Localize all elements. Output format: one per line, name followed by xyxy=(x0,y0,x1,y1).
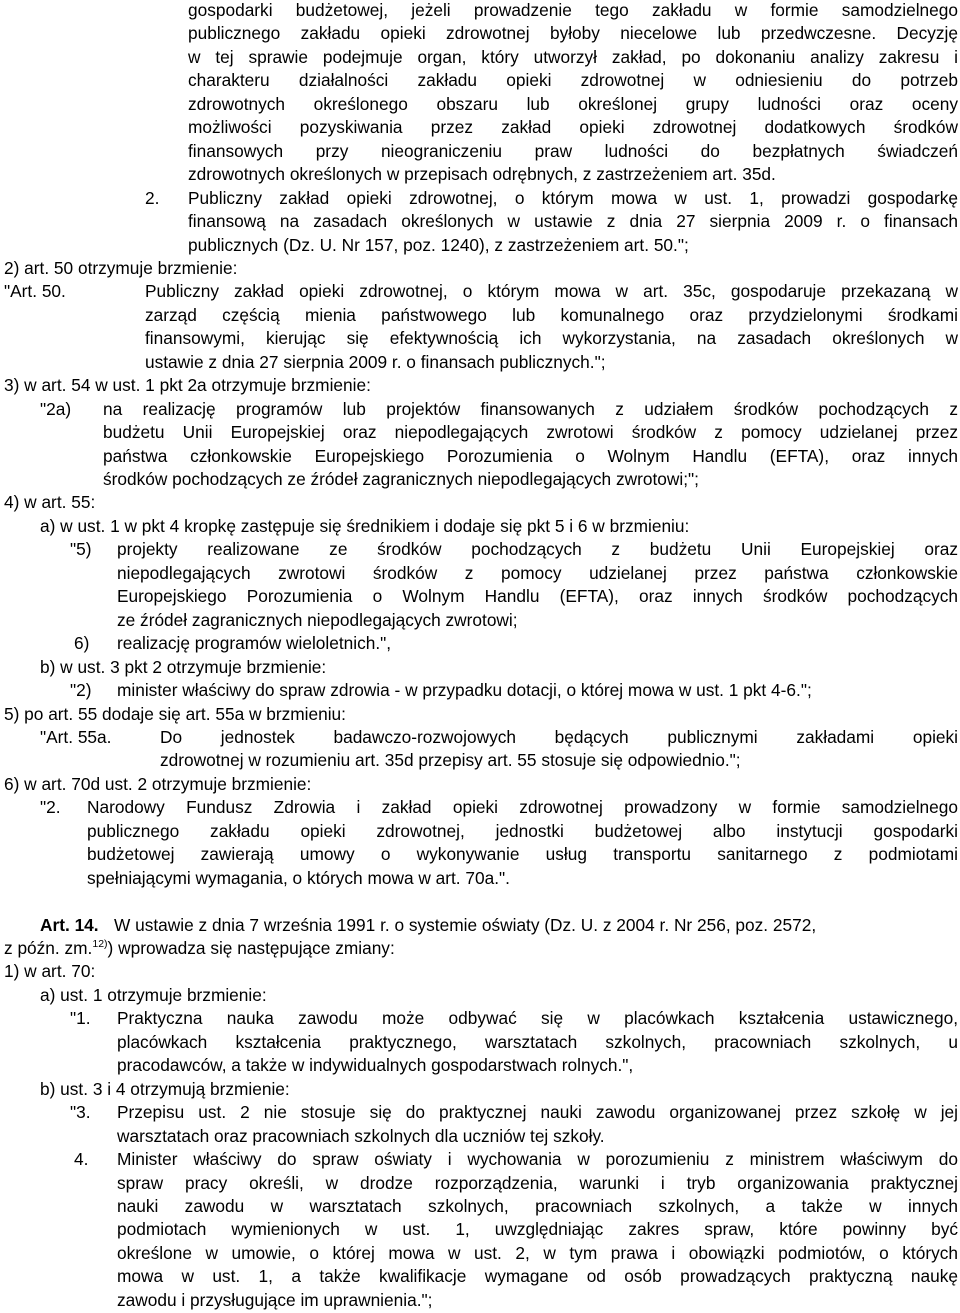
line-text: możliwości pozyskiwania przez zakład opieki zdrowotnej dodatkowych środków xyxy=(188,117,958,137)
line-text: a) ust. 1 otrzymuje brzmienie: xyxy=(40,985,267,1005)
line-text: 2) art. 50 otrzymuje brzmienie: xyxy=(4,258,238,278)
text-line xyxy=(188,70,958,92)
line-text: na realizację programów lub projektów finansowanych z udziałem środków pochodzących z xyxy=(103,399,958,419)
text-line xyxy=(117,1173,958,1195)
line-text: ustawie z dnia 27 sierpnia 2009 r. o finansach publicznych."; xyxy=(145,352,606,372)
text-line xyxy=(40,657,326,679)
line-text: W ustawie z dnia 7 września 1991 r. o systemie oświaty (Dz. U. z 2004 r. Nr 256, poz. 2572, xyxy=(114,915,817,935)
line-text: realizację programów wieloletnich.", xyxy=(117,633,392,653)
item-label: Art. 14. xyxy=(40,915,99,935)
text-line xyxy=(4,774,311,796)
text-line xyxy=(117,563,958,585)
text-line xyxy=(117,1243,958,1265)
line-text: niepodlegających zwrotowi środków z pomocy udzielanej przez państwa członkowskie xyxy=(117,563,958,583)
line-text: zdrowotnej w rozumieniu art. 35d przepisy art. 55 stosuje się odpowiednio."; xyxy=(160,750,741,770)
footnote-ref[interactable]: 12) xyxy=(92,938,108,950)
text-line xyxy=(4,961,95,983)
line-text: Do jednostek badawczo-rozwojowych będących publicznymi zakładami opieki xyxy=(160,727,958,747)
line-text: państwa członkowskie Europejskiego Porozumienia o Wolnym Handlu (EFTA), oraz innych xyxy=(103,446,958,466)
line-text: b) w ust. 3 pkt 2 otrzymuje brzmienie: xyxy=(40,657,327,677)
text-line xyxy=(87,821,958,843)
text-line xyxy=(117,1102,958,1124)
line-text: mowa w ust. 1, a także kwalifikacje wymagane od osób prowadzących praktyczną naukę xyxy=(117,1266,958,1286)
line-text: zarząd częścią mienia państwowego lub komunalnego oraz przydzielonymi środkami xyxy=(145,305,958,325)
item-label: "3. xyxy=(70,1102,91,1122)
line-text: nauki zawodu w warsztatach szkolnych, pracowniach szkolnych, a także w innych xyxy=(117,1196,958,1216)
line-text: zawodu i przysługujące im uprawnienia."; xyxy=(117,1290,433,1310)
text-line xyxy=(117,1219,958,1241)
text-line xyxy=(117,1149,958,1171)
text-line xyxy=(4,938,395,960)
line-text: warsztatach oraz pracowniach szkolnych dla uczniów tej szkoły. xyxy=(117,1126,605,1146)
line-text: Publiczny zakład opieki zdrowotnej, o którym mowa w ust. 1, prowadzi gospodarkę xyxy=(188,188,958,208)
text-line xyxy=(188,141,958,163)
text-line xyxy=(40,985,267,1007)
line-text: publicznych (Dz. U. Nr 157, poz. 1240), z zastrzeżeniem art. 50."; xyxy=(188,235,689,255)
line-text: 3) w art. 54 w ust. 1 pkt 2a otrzymuje brzmienie: xyxy=(4,375,371,395)
text-line xyxy=(103,422,958,444)
line-text: finansową na zasadach określonych w ustawie z dnia 27 sierpnia 2009 r. o finansach xyxy=(188,211,958,231)
text-line xyxy=(40,516,689,538)
text-line xyxy=(114,915,816,937)
line-text: budżetowej zawierają umowy o wykonywanie usług transportu sanitarnego z podmiotami xyxy=(87,844,958,864)
line-text: Europejskiego Porozumienia o Wolnym Handlu (EFTA), oraz innych środków pochodzących xyxy=(117,586,958,606)
text-line xyxy=(103,446,958,468)
text-line xyxy=(188,117,958,139)
text-line xyxy=(145,305,958,327)
line-text: finansowymi, kierując się efektywnością ich wykorzystania, na zasadach określonych w xyxy=(145,328,958,348)
line-text: Praktyczna nauka zawodu może odbywać się w placówkach kształcenia ustawicznego, xyxy=(117,1008,958,1028)
line-text: zdrowotnych określonych w przepisach odrębnych, z zastrzeżeniem art. 35d. xyxy=(188,164,776,184)
text-line xyxy=(117,633,391,655)
text-line xyxy=(145,352,606,374)
text-line xyxy=(188,23,958,45)
text-line xyxy=(117,610,518,632)
text-line xyxy=(160,750,741,772)
line-text: 4) w art. 55: xyxy=(4,492,96,512)
text-line xyxy=(4,258,237,280)
text-line xyxy=(117,1055,633,1077)
text-line xyxy=(117,1032,958,1054)
text-line xyxy=(117,1008,958,1030)
text-line xyxy=(188,235,689,257)
line-text-after: ) wprowadza się następujące zmiany: xyxy=(107,938,395,958)
text-line xyxy=(117,1290,432,1312)
item-label: 6) xyxy=(74,633,90,653)
text-line xyxy=(87,797,958,819)
line-text: charakteru działalności zakładu opieki zdrowotnej w odniesieniu do potrzeb xyxy=(188,70,958,90)
item-label: "Art. 50. xyxy=(4,281,66,301)
text-line xyxy=(103,469,699,491)
text-line xyxy=(4,375,371,397)
line-text: placówkach kształcenia praktycznego, warsztatach szkolnych, pracowniach szkolnych, u xyxy=(117,1032,958,1052)
text-line xyxy=(117,539,958,561)
text-line xyxy=(117,680,812,702)
item-label: "2a) xyxy=(40,399,72,419)
line-text: Minister właściwy do spraw oświaty i wychowania w porozumieniu z ministrem właściwym do xyxy=(117,1149,958,1169)
line-text: Narodowy Fundusz Zdrowia i zakład opieki zdrowotnej prowadzony w formie samodzielnego xyxy=(87,797,958,817)
line-text: określone w umowie, o której mowa w ust. 2, w tym prawa i obowiązki podmiotów, o których xyxy=(117,1243,958,1263)
line-text: minister właściwy do spraw zdrowia - w przypadku dotacji, o której mowa w ust. 1 pkt 4-6."; xyxy=(117,680,812,700)
line-text: b) ust. 3 i 4 otrzymują brzmienie: xyxy=(40,1079,290,1099)
text-line xyxy=(87,868,510,890)
text-line xyxy=(117,1126,605,1148)
item-label: "1. xyxy=(70,1008,91,1028)
line-text: podmiotach wymienionych w ust. 1, uwzględniając zakres spraw, które powinny być xyxy=(117,1219,958,1239)
line-text: budżetu Unii Europejskiej oraz niepodlegających zwrotowi środków z pomocy udzielanej przez xyxy=(103,422,958,442)
item-label: "Art. 55a. xyxy=(40,727,112,747)
item-label: "2) xyxy=(70,680,92,700)
line-text: ze źródeł zagranicznych niepodlegających zwrotowi; xyxy=(117,610,518,630)
text-line xyxy=(117,1266,958,1288)
text-line xyxy=(117,586,958,608)
line-text: pracodawców, a także w indywidualnych gospodarstwach rolnych.", xyxy=(117,1055,634,1075)
text-line xyxy=(188,94,958,116)
line-text: Publiczny zakład opieki zdrowotnej, o którym mowa w art. 35c, gospodaruje przekazaną w xyxy=(145,281,958,301)
item-label: "2. xyxy=(40,797,61,817)
line-text: publicznego zakładu opieki zdrowotnej, jednostki budżetowej albo instytucji gospodarki xyxy=(87,821,958,841)
item-label: 2. xyxy=(145,188,160,208)
line-text: spraw pracy określi, w drodze rozporządzenia, warunki i tryb organizowania praktycznej xyxy=(117,1173,958,1193)
text-line xyxy=(4,704,346,726)
line-text: 1) w art. 70: xyxy=(4,961,96,981)
text-line xyxy=(188,211,958,233)
item-label: "5) xyxy=(70,539,92,559)
text-line xyxy=(188,188,958,210)
line-text: projekty realizowane ze środków pochodzących z budżetu Unii Europejskiej oraz xyxy=(117,539,958,559)
text-line xyxy=(160,727,958,749)
line-text: w tej sprawie podejmuje organ, który utworzył zakład, po dokonaniu analizy zakresu i xyxy=(188,47,958,67)
text-line xyxy=(145,281,958,303)
line-text: gospodarki budżetowej, jeżeli prowadzenie tego zakładu w formie samodzielnego xyxy=(188,0,958,20)
line-text: środków pochodzących ze źródeł zagranicznych niepodlegających zwrotowi;"; xyxy=(103,469,699,489)
line-text: 5) po art. 55 dodaje się art. 55a w brzmieniu: xyxy=(4,704,346,724)
text-line xyxy=(145,328,958,350)
line-text: z późn. zm. xyxy=(4,938,93,958)
text-line xyxy=(87,844,958,866)
text-line xyxy=(188,164,776,186)
text-line xyxy=(103,399,958,421)
text-line xyxy=(188,47,958,69)
text-line xyxy=(4,492,95,514)
line-text: zdrowotnych określonego obszaru lub określonej grupy ludności oraz oceny xyxy=(188,94,958,114)
line-text: publicznego zakładu opieki zdrowotnej byłoby niecelowe lub przedwczesne. Decyzję xyxy=(188,23,958,43)
line-text: a) w ust. 1 w pkt 4 kropkę zastępuje się średnikiem i dodaje się pkt 5 i 6 w brzmieniu: xyxy=(40,516,690,536)
item-label: 4. xyxy=(74,1149,89,1169)
text-line xyxy=(117,1196,958,1218)
text-line xyxy=(188,0,958,22)
line-text: Przepisu ust. 2 nie stosuje się do praktycznej nauki zawodu organizowanej przez szkołę w jej xyxy=(117,1102,958,1122)
text-line xyxy=(40,1079,290,1101)
line-text: finansowych przy nieograniczeniu praw ludności do bezpłatnych świadczeń xyxy=(188,141,958,161)
line-text: spełniającymi wymagania, o których mowa w art. 70a.". xyxy=(87,868,510,888)
line-text: 6) w art. 70d ust. 2 otrzymuje brzmienie: xyxy=(4,774,312,794)
